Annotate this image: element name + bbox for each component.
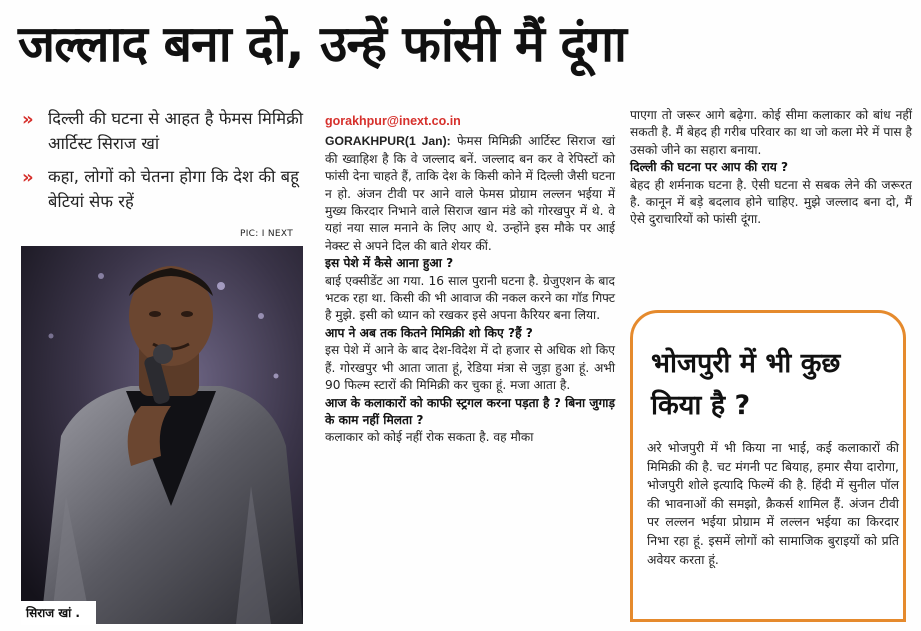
photo-caption: सिराज खां . [21, 601, 96, 625]
bullet-text: दिल्ली की घटना से आहत है फेमस मिमिक्री आर्टिस्ट सिराज खां [48, 109, 304, 153]
answer-2: इस पेशे में आने के बाद देश-विदेश में दो हजार से अधिक शो किए हैं. गोरखपुर भी आता जाता हूं, रेडिया मंत्रा से जुड़ा हुआ हूं. अभी 90 फिल्म स्टारों की मिमिक्री कर चुका हूं. मजा आता है. [325, 343, 615, 393]
box-body: अरे भोजपुरी में भी किया ना भाई, कई कलाकारों की मिमिक्री की है. चट मंगनी पट बियाह, हमार सैया दारोगा, भोजपुरी शोले इत्यादि फिल्में की है. हिंदी में सुनील पॉल की भावनाओं की समझो, क्रैकर्स शामिल हैं. अंजन टीवी पर लल्लन भईया प्रोग्राम में लल्लन भईया का किरदार निभा रहा हूं. इसमें लोगों को सामाजिक बुराइयों को प्रति अवेयर करता हूं. [647, 440, 899, 567]
answer-4: बेहद ही शर्मनाक घटना है. ऐसी घटना से सबक लेने की जरूरत है. कानून में बड़े बदलाव होने चाहिए. मुझे जल्लाद बना दो, मैं ऐसे दुराचारियों को फांसी दूंगा. [630, 177, 912, 227]
reporter-email[interactable]: gorakhpur@inext.co.in [325, 114, 461, 128]
artist-photo [21, 246, 303, 624]
question-3: आज के कलाकारों को काफी स्ट्रगल करना पड़ता है ? बिना जुगाड़ के काम नहीं मिलता ? [325, 395, 615, 427]
box-title [651, 343, 840, 427]
bullet-item [22, 106, 304, 156]
intro-text: फेमस मिमिक्री आर्टिस्ट सिराज खां की ख्वाहिश है कि वे जल्लाद बनें. जल्लाद बन कर वे रेपिस्टों को फांसी देना चाहते हैं, ताकि देश के किसी कोने में दिल्ली जैसी घटना न हो. अंजन टीवी पर आने वाले फेमस प्रोग्राम लल्लन भईया में मुख्य किरदार निभाने वाले सिराज खान मंडे को गोरखपुर में थे. वे यहां नया साल मनाने के लिए आए थे. उन्होंने इस मौके पर आई नेक्स्ट से अपने दिल की बाते शेयर कीं. [325, 134, 616, 253]
article-column-1 [325, 113, 615, 447]
photo-credit: PIC: I NEXT [240, 229, 293, 239]
bullet-list [22, 106, 304, 222]
bullet-chevron-icon: » [22, 167, 34, 188]
sidebar-box [630, 310, 906, 622]
answer-3-start: कलाकार को कोई नहीं रोक सकता है. वह मौका [325, 430, 534, 445]
question-4: दिल्ली की घटना पर आप की राय ? [630, 160, 789, 175]
bullet-chevron-icon: » [22, 109, 34, 130]
answer-3-continued: पाएगा तो जरूर आगे बढ़ेगा. कोई सीमा कलाकार को बांध नहीं सकती है. मैं बेहद ही गरीब परिवार का था जो कला मेरे में पास है उसको जीने का सहारा बनाया. [630, 108, 912, 157]
article-column-2 [630, 107, 912, 229]
box-title-line-1: भोजपुरी में भी कुछ [651, 348, 841, 379]
box-title-line-2: किया है ? [651, 390, 751, 421]
question-2: आप ने अब तक कितने मिमिक्री शो किए ?हैं ? [325, 325, 533, 340]
dateline: GORAKHPUR(1 Jan): [325, 134, 451, 149]
bullet-item [22, 164, 304, 214]
answer-1: बाई एक्सीडेंट आ गया. 16 साल पुरानी घटना है. ग्रेजुएशन के बाद भटक रहा था. किसी की भी आवाज की नकल करने का गॉड गिफ्ट है मुझे. इसी को ध्यान को रखकर इसे अपना कैरियर बना लिया. [325, 273, 615, 323]
intro-paragraph [325, 133, 615, 255]
headline: जल्लाद बना दो, उन्हें फांसी मैं दूंगा [18, 15, 626, 73]
question-1: इस पेशे में कैसे आना हुआ ? [325, 256, 454, 271]
bullet-text: कहा, लोगों को चेतना होगा कि देश की बहू बेटियां सेफ रहें [48, 167, 299, 211]
